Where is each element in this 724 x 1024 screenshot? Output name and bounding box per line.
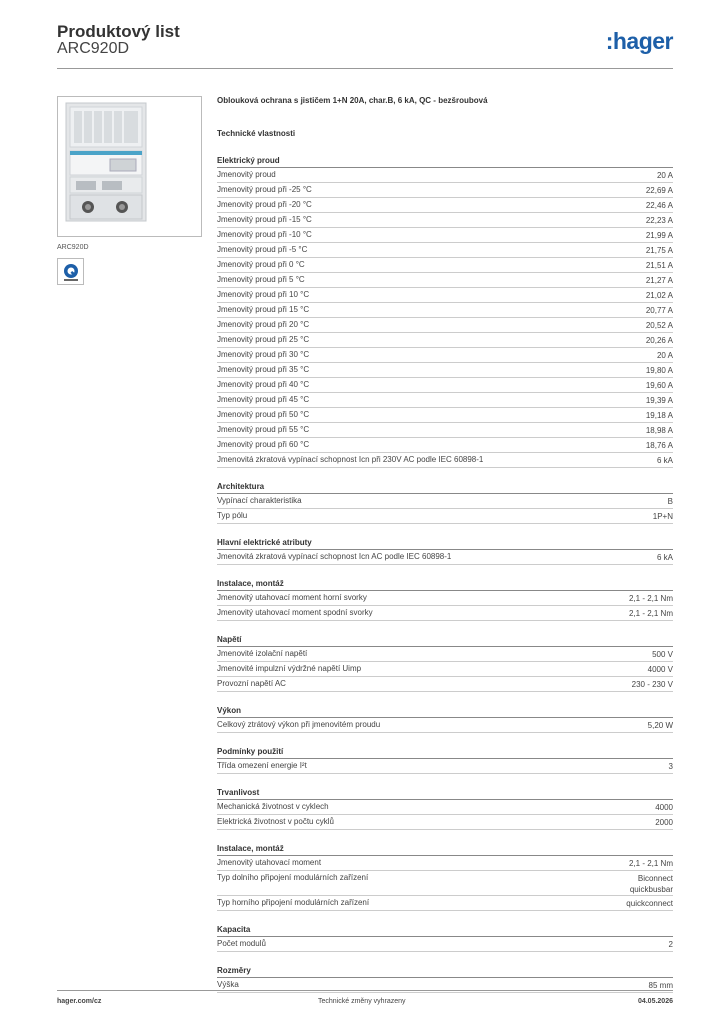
spec-value: 85 mm: [648, 981, 673, 990]
spec-row: [217, 438, 673, 453]
spec-label: Jmenovitý proud při 10 °C: [217, 290, 310, 299]
spec-value: 4000 V: [647, 665, 673, 674]
section-title: Trvanlivost: [217, 787, 673, 800]
spec-row: [217, 677, 673, 692]
spec-section: [217, 481, 673, 524]
image-caption: ARC920D: [57, 244, 89, 251]
spec-label: Jmenovitý proud při 5 °C: [217, 275, 305, 284]
spec-row: [217, 937, 673, 952]
spec-row: [217, 550, 673, 565]
spec-row: [217, 647, 673, 662]
spec-value: 20 A: [656, 171, 673, 180]
spec-label: Elektrická životnost v počtu cyklů: [217, 817, 334, 826]
spec-row: [217, 393, 673, 408]
spec-section: [217, 965, 673, 993]
product-code: ARC920D: [57, 40, 130, 57]
spec-section: [217, 746, 673, 774]
spec-label: Jmenovitý proud při 40 °C: [217, 380, 310, 389]
header-divider: [57, 68, 673, 69]
spec-row: [217, 662, 673, 677]
quality-certificate-icon: [57, 258, 84, 285]
spec-section: [217, 634, 673, 692]
spec-row: [217, 453, 673, 468]
footer-divider: [57, 990, 673, 991]
footer-notice: Technické změny vyhrazeny: [318, 998, 406, 1005]
spec-value: 4000: [655, 803, 673, 812]
spec-label: Celkový ztrátový výkon při jmenovitém proudu: [217, 720, 381, 729]
spec-row: [217, 363, 673, 378]
spec-row: [217, 303, 673, 318]
spec-label: Jmenovitý proud při -10 °C: [217, 230, 312, 239]
spec-row: [217, 591, 673, 606]
spec-label: Jmenovitý utahovací moment horní svorky: [217, 593, 367, 602]
spec-label: Počet modulů: [217, 939, 266, 948]
spec-section: [217, 578, 673, 621]
spec-value: 3: [668, 762, 673, 771]
spec-value: 500 V: [652, 650, 673, 659]
spec-row: [217, 228, 673, 243]
section-title: Architektura: [217, 481, 673, 494]
spec-value: B: [667, 497, 673, 506]
spec-row: [217, 348, 673, 363]
spec-label: Jmenovitý proud: [217, 170, 276, 179]
spec-value: 2: [668, 940, 673, 949]
spec-label: Jmenovité izolační napětí: [217, 649, 308, 658]
spec-row: [217, 718, 673, 733]
section-title: Rozměry: [217, 965, 673, 978]
spec-row: [217, 423, 673, 438]
spec-value: 22,69 A: [645, 186, 673, 195]
spec-row: [217, 606, 673, 621]
footer-date: 04.05.2026: [637, 998, 673, 1005]
spec-row: [217, 856, 673, 871]
spec-value: 21,99 A: [645, 231, 673, 240]
spec-value: 20 A: [656, 351, 673, 360]
spec-label: Vypínací charakteristika: [217, 496, 302, 505]
spec-row: [217, 258, 673, 273]
spec-value: 230 - 230 V: [631, 680, 673, 689]
spec-value: quickconnect: [626, 899, 673, 908]
spec-row: [217, 288, 673, 303]
spec-label: Jmenovitý utahovací moment spodní svorky: [217, 608, 373, 617]
spec-section: [217, 155, 673, 468]
spec-label: Jmenovitý proud při -5 °C: [217, 245, 308, 254]
spec-label: Jmenovitý utahovací moment: [217, 858, 322, 867]
spec-content: [217, 96, 673, 993]
spec-row: [217, 759, 673, 774]
spec-row: [217, 168, 673, 183]
spec-section: [217, 843, 673, 911]
spec-value: 1P+N: [652, 512, 673, 521]
spec-label: Mechanická životnost v cyklech: [217, 802, 329, 811]
section-title: Výkon: [217, 705, 673, 718]
section-title: Napětí: [217, 634, 673, 647]
section-title: Elektrický proud: [217, 155, 673, 168]
product-description: Oblouková ochrana s jističem 1+N 20A, char.B, 6 kA, QC - bezšroubová: [217, 96, 488, 105]
spec-label: Jmenovitá zkratová vypínací schopnost Icn AC podle IEC 60898-1: [217, 552, 452, 561]
spec-label: Jmenovitý proud při 15 °C: [217, 305, 310, 314]
spec-row: [217, 273, 673, 288]
document-title: Produktový list: [57, 22, 180, 41]
product-image: [57, 96, 202, 237]
section-title: Kapacita: [217, 924, 673, 937]
spec-value: 21,75 A: [645, 246, 673, 255]
spec-label: Jmenovitý proud při 50 °C: [217, 410, 310, 419]
spec-value: 5,20 W: [647, 721, 673, 730]
spec-row: [217, 509, 673, 524]
spec-value: 6 kA: [656, 553, 673, 562]
page-header: [57, 20, 673, 70]
spec-label: Typ pólu: [217, 511, 248, 520]
spec-section: [217, 537, 673, 565]
spec-row: [217, 800, 673, 815]
spec-label: Typ horního připojení modulárních zařízení: [217, 898, 370, 907]
spec-value: 20,77 A: [645, 306, 673, 315]
spec-label: Jmenovitý proud při 0 °C: [217, 260, 305, 269]
product-sidebar: [57, 96, 202, 285]
spec-row: [217, 243, 673, 258]
spec-value: 19,39 A: [645, 396, 673, 405]
spec-value: 2000: [655, 818, 673, 827]
spec-label: Jmenovitý proud při -15 °C: [217, 215, 312, 224]
spec-label: Jmenovitá zkratová vypínací schopnost Icn při 230V AC podle IEC 60898-1: [217, 455, 484, 464]
spec-row: [217, 183, 673, 198]
section-title: Instalace, montáž: [217, 843, 673, 856]
spec-label: Jmenovitý proud při 25 °C: [217, 335, 310, 344]
spec-section: [217, 787, 673, 830]
spec-label: Jmenovitý proud při 45 °C: [217, 395, 310, 404]
spec-label: Jmenovitý proud při 35 °C: [217, 365, 310, 374]
technical-properties-title: Technické vlastnosti: [217, 129, 296, 138]
spec-value: 21,51 A: [645, 261, 673, 270]
spec-value: 2,1 - 2,1 Nm: [628, 609, 673, 618]
spec-label: Jmenovitý proud při 60 °C: [217, 440, 310, 449]
spec-value: 20,52 A: [645, 321, 673, 330]
spec-row: [217, 896, 673, 911]
spec-value: 21,02 A: [645, 291, 673, 300]
spec-row: [217, 408, 673, 423]
spec-value: 2,1 - 2,1 Nm: [628, 594, 673, 603]
spec-label: Třída omezení energie I²t: [217, 761, 307, 770]
spec-section: [217, 705, 673, 733]
spec-label: Jmenovitý proud při 30 °C: [217, 350, 310, 359]
logo-text: hager: [612, 28, 673, 54]
spec-value: 20,26 A: [645, 336, 673, 345]
spec-label: Typ dolního připojení modulárních zařízení: [217, 873, 369, 882]
spec-row: [217, 213, 673, 228]
spec-value: 22,46 A: [645, 201, 673, 210]
spec-row: [217, 318, 673, 333]
spec-value: 2,1 - 2,1 Nm: [628, 859, 673, 868]
spec-sections: [217, 155, 673, 993]
spec-value: 19,18 A: [645, 411, 673, 420]
spec-row: [217, 333, 673, 348]
breaker-illustration: [58, 97, 202, 237]
spec-label: Jmenovitý proud při -20 °C: [217, 200, 312, 209]
spec-label: Výška: [217, 980, 239, 989]
spec-value: 21,27 A: [645, 276, 673, 285]
spec-value: 22,23 A: [645, 216, 673, 225]
spec-value: Biconnect quickbusbar: [629, 874, 673, 894]
logo-dots-icon: :: [605, 28, 613, 54]
spec-value: 19,80 A: [645, 366, 673, 375]
spec-section: [217, 924, 673, 952]
spec-row: [217, 198, 673, 213]
hager-logo[interactable]: [606, 28, 673, 55]
spec-label: Jmenovité impulzní výdržné napětí Uimp: [217, 664, 362, 673]
spec-label: Provozní napětí AC: [217, 679, 286, 688]
spec-row: [217, 871, 673, 896]
spec-value: 18,76 A: [645, 441, 673, 450]
footer-website-link[interactable]: hager.com/cz: [57, 998, 102, 1005]
spec-row: [217, 378, 673, 393]
section-title: Podmínky použití: [217, 746, 673, 759]
section-title: Instalace, montáž: [217, 578, 673, 591]
spec-value: 6 kA: [656, 456, 673, 465]
spec-value: 18,98 A: [645, 426, 673, 435]
spec-row: [217, 815, 673, 830]
section-title: Hlavní elektrické atributy: [217, 537, 673, 550]
spec-value: 19,60 A: [645, 381, 673, 390]
spec-label: Jmenovitý proud při 55 °C: [217, 425, 310, 434]
spec-row: [217, 494, 673, 509]
spec-label: Jmenovitý proud při 20 °C: [217, 320, 310, 329]
spec-label: Jmenovitý proud při -25 °C: [217, 185, 312, 194]
